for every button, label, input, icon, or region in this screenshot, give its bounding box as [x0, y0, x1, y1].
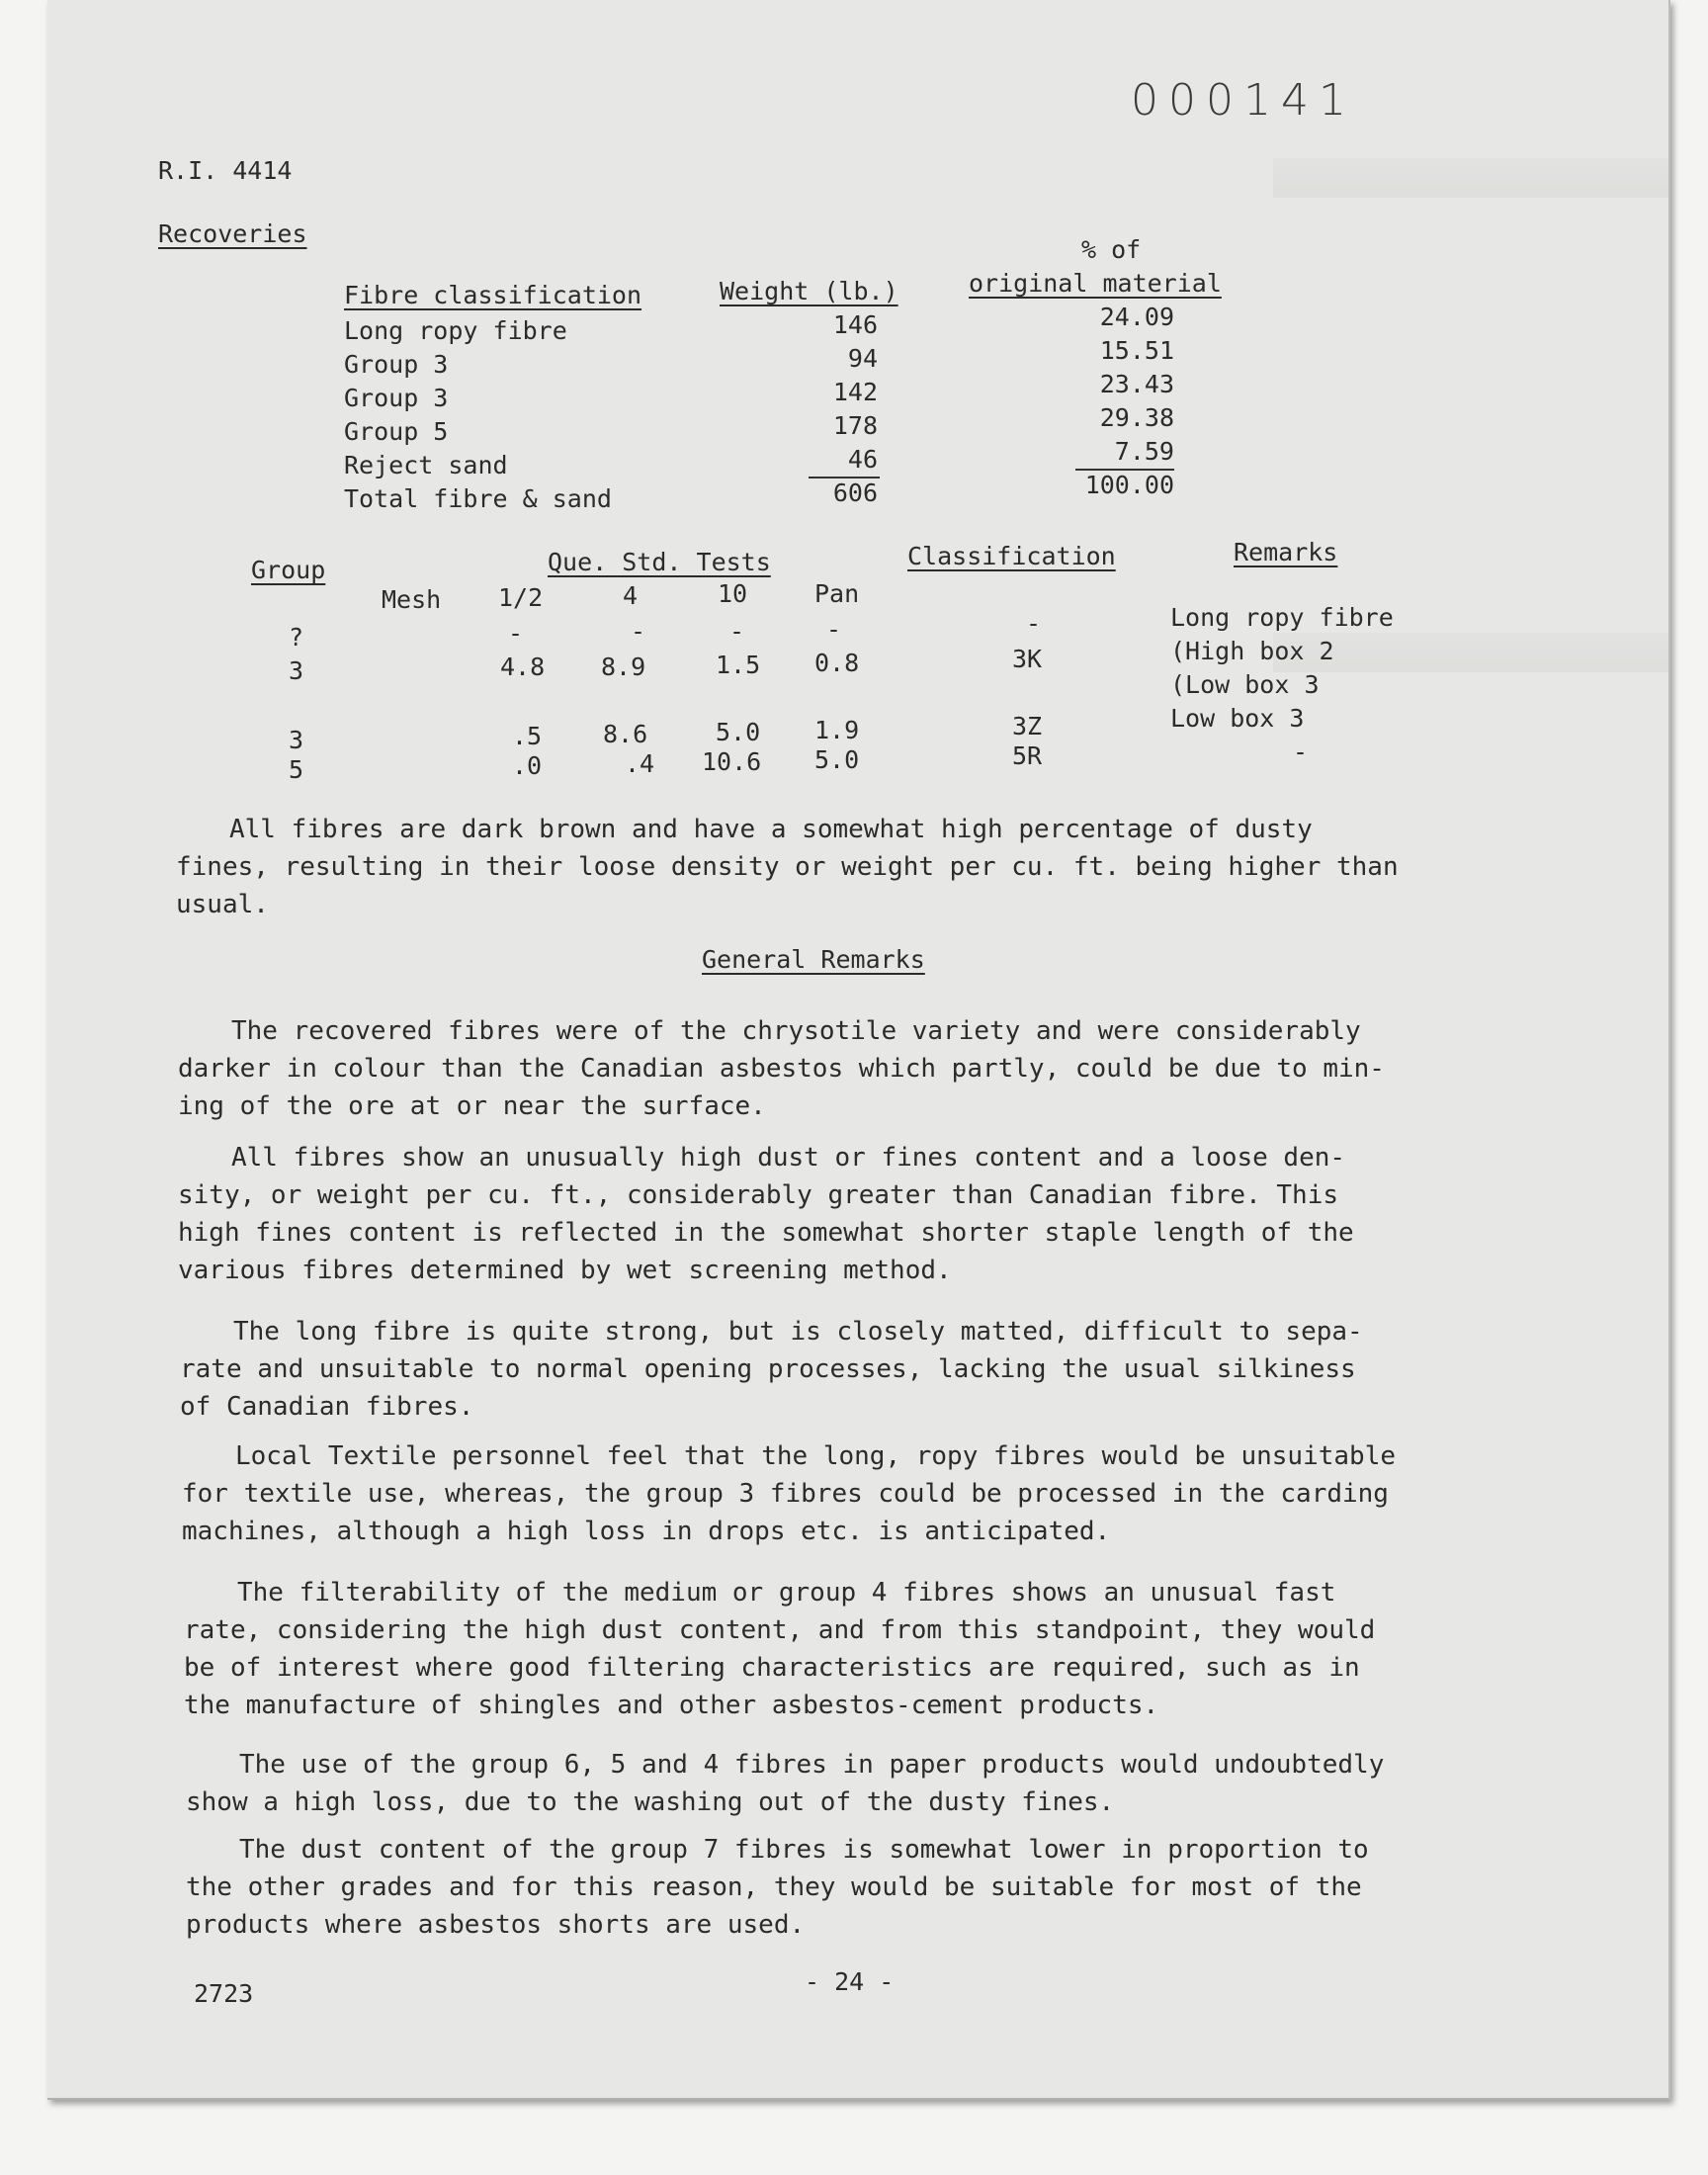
- row-weight: 94: [847, 344, 878, 373]
- mesh-half: 1/2: [498, 583, 544, 612]
- remarks-paragraph: [180, 1313, 1514, 1426]
- row-name: Group 3: [344, 384, 449, 412]
- group-cell: 5: [289, 755, 304, 784]
- half-cell: .0: [512, 751, 543, 780]
- remarks-cell: -: [1293, 738, 1309, 766]
- remarks-paragraph: [178, 1012, 1512, 1125]
- bleed-through-mark: [1273, 158, 1668, 198]
- mesh-label: Mesh: [382, 585, 442, 614]
- remarks-cell: (High box 2: [1170, 637, 1334, 665]
- group-header: Group: [251, 556, 326, 584]
- half-cell: -: [508, 619, 524, 648]
- mesh-pan: Pan: [814, 579, 860, 608]
- classification-cell: 5R: [1012, 741, 1043, 770]
- paragraph-line: Local Textile personnel feel that the long, ropy fibres would be unsuitable: [235, 1441, 1396, 1471]
- paragraph-line: The long fibre is quite strong, but is closely matted, difficult to sepa-: [233, 1317, 1363, 1347]
- remarks-paragraph: [186, 1831, 1520, 1944]
- report-id: R.I. 4414: [158, 156, 293, 185]
- row-name: Group 5: [344, 417, 449, 446]
- row-weight: 46: [847, 445, 878, 474]
- paragraph-line: The dust content of the group 7 fibres is somewhat lower in proportion to: [239, 1835, 1369, 1865]
- row-percent: 29.38: [1099, 403, 1174, 432]
- half-cell: .5: [512, 722, 543, 750]
- section-title: Recoveries: [158, 219, 307, 248]
- four-cell: 8.9: [601, 652, 646, 681]
- ten-cell: -: [729, 617, 745, 646]
- four-cell: .4: [625, 749, 655, 778]
- row-percent: 7.59: [1114, 437, 1174, 466]
- paragraph-line: darker in colour than the Canadian asbestos which partly, could be due to min-: [178, 1054, 1385, 1084]
- four-cell: -: [631, 617, 646, 646]
- remarks-cell: (Low box 3: [1170, 670, 1320, 699]
- remarks-paragraph: [184, 1574, 1518, 1724]
- classification-header: Fibre classification: [344, 281, 642, 309]
- remarks-header: Remarks: [1234, 538, 1338, 566]
- mesh-four: 4: [623, 581, 639, 610]
- ten-cell: 1.5: [716, 651, 761, 679]
- paragraph-line: be of interest where good filtering characteristics are required, such as in: [184, 1653, 1360, 1683]
- row-percent: 24.09: [1099, 303, 1174, 331]
- group-cell: ?: [289, 623, 304, 652]
- paragraph-line: All fibres are dark brown and have a somewhat high percentage of dusty: [229, 815, 1313, 844]
- paragraph-line: high fines content is reflected in the somewhat shorter staple length of the: [178, 1218, 1354, 1248]
- weight-header: Weight (lb.): [720, 277, 898, 305]
- remarks-paragraph: [186, 1746, 1520, 1821]
- paragraph-line: products where asbestos shorts are used.: [186, 1910, 806, 1940]
- paragraph-line: ing of the ore at or near the surface.: [178, 1091, 766, 1121]
- paragraph-line: usual.: [176, 890, 269, 919]
- paragraph-line: The filterability of the medium or group 4 fibres shows an unusual fast: [237, 1578, 1336, 1608]
- row-weight: 178: [832, 411, 878, 440]
- remarks-paragraph: [182, 1437, 1516, 1550]
- pan-cell: 1.9: [814, 716, 860, 744]
- row-name: Group 3: [344, 350, 449, 379]
- pan-cell: 5.0: [814, 745, 860, 774]
- general-remarks-title: General Remarks: [702, 945, 925, 974]
- remarks-cell: Long ropy fibre: [1170, 603, 1394, 632]
- remarks-paragraph: [178, 1139, 1512, 1289]
- paragraph-line: machines, although a high loss in drops etc. is anticipated.: [182, 1517, 1111, 1546]
- paragraph-line: rate and unsuitable to normal opening processes, lacking the usual silkiness: [180, 1354, 1356, 1384]
- row-percent: 23.43: [1099, 370, 1174, 398]
- row-weight: 146: [832, 310, 878, 339]
- paragraph-line: for textile use, whereas, the group 3 fibres could be processed in the carding: [182, 1479, 1389, 1509]
- pan-cell: -: [826, 615, 842, 644]
- classification-cell: -: [1026, 609, 1042, 638]
- paragraph-line: sity, or weight per cu. ft., considerably greater than Canadian fibre. This: [178, 1180, 1338, 1210]
- paragraph-line: The use of the group 6, 5 and 4 fibres in paper products would undoubtedly: [239, 1750, 1385, 1780]
- paragraph-line: The recovered fibres were of the chrysotile variety and were considerably: [231, 1016, 1361, 1046]
- row-name: Long ropy fibre: [344, 316, 567, 345]
- ten-cell: 10.6: [702, 747, 762, 776]
- ten-cell: 5.0: [716, 718, 761, 746]
- paragraph-line: rate, considering the high dust content, and from this standpoint, they would: [184, 1615, 1376, 1645]
- remarks-cell: Low box 3: [1170, 704, 1305, 733]
- pan-cell: 0.8: [814, 649, 860, 677]
- four-cell: 8.6: [603, 720, 648, 748]
- page-number: - 24 -: [805, 1967, 895, 1996]
- paragraph-line: All fibres show an unusually high dust or fines content and a loose den-: [231, 1143, 1346, 1173]
- paragraph-line: of Canadian fibres.: [180, 1392, 474, 1422]
- row-weight: 142: [832, 378, 878, 406]
- row-percent: 15.51: [1099, 336, 1174, 365]
- paragraph-line: various fibres determined by wet screening method.: [178, 1256, 952, 1285]
- paragraph-line: fines, resulting in their loose density or weight per cu. ft. being higher than: [176, 852, 1399, 882]
- mesh-ten: 10: [718, 579, 748, 608]
- percent-header-line2: original material: [969, 269, 1222, 298]
- paragraph-line: the other grades and for this reason, they would be suitable for most of the: [186, 1872, 1362, 1902]
- row-name: Reject sand: [344, 451, 508, 479]
- document-page: [47, 0, 1670, 2100]
- total-name: Total fibre & sand: [344, 484, 612, 513]
- fibre-description-paragraph: [176, 811, 1510, 923]
- paragraph-line: show a high loss, due to the washing out of the dusty fines.: [186, 1787, 1115, 1817]
- group-cell: 3: [289, 656, 304, 685]
- que-std-header: Que. Std. Tests: [548, 548, 771, 576]
- percent-header-line1: % of: [1081, 235, 1142, 264]
- stamp-number: 000141: [1131, 75, 1356, 126]
- paragraph-line: the manufacture of shingles and other asbestos-cement products.: [184, 1691, 1159, 1720]
- group-cell: 3: [289, 726, 304, 754]
- classification-cell: 3Z: [1012, 712, 1043, 740]
- total-weight: 606: [832, 478, 878, 507]
- total-percent: 100.00: [1084, 471, 1174, 499]
- classification-header: Classification: [907, 542, 1116, 570]
- classification-cell: 3K: [1012, 645, 1043, 673]
- half-cell: 4.8: [500, 652, 546, 681]
- footer-code: 2723: [194, 1979, 254, 2008]
